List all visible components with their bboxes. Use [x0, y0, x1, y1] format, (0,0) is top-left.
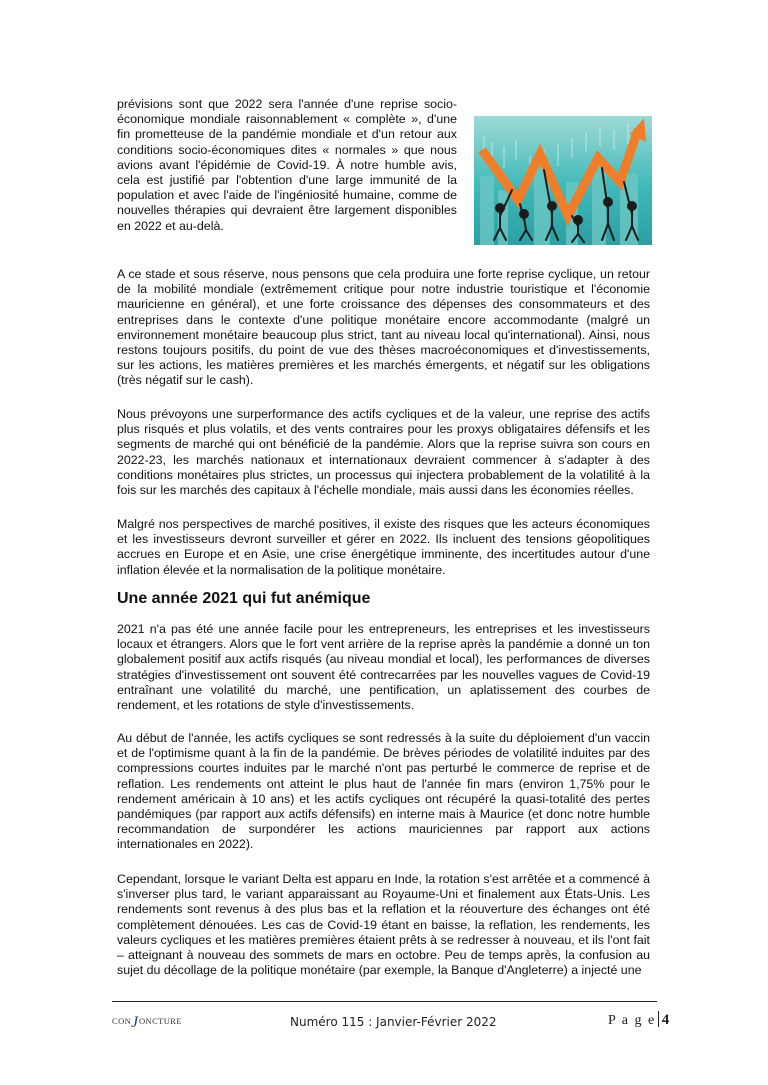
page-number-value: 4 — [661, 1012, 671, 1028]
page-number — [608, 1011, 671, 1029]
page-label: P a g e — [608, 1013, 656, 1028]
paragraph-2: Nous prévoyons une surperformance des actifs cycliques et de la valeur, une reprise des actifs plus risqués et plus volatils, et des vents contraires pour les proxys obligataires défensifs et les segments de marché qui ont bénéficié de la pandémie. Alors que la reprise suivra son cours en 2022-23, les marchés nationaux et internationaux devraient commencer à s'adapter à des conditions monétaires plus strictes, un processus qui injectera probablement de la volatilité à la fois sur les marchés des capitaux à l'échelle mondiale, mais aussi dans les économies réelles. — [117, 407, 650, 498]
paragraph-1: A ce stade et sous réserve, nous pensons que cela produira une forte reprise cyclique, un retour de la mobilité mondiale (extrêmement critique pour notre industrie touristique et l'économie mauricienne en général), et une forte croissance des dépenses des consommateurs et des entreprises dans le contexte d'une politique monétaire encore accommodante (malgré un environnement monétaire beaucoup plus strict, tant au niveau local qu'international). Ainsi, nous restons toujours positifs, du point de vue des thèses macroéconomiques et d'investissements, sur les actions, les matières premières et les marchés émergents, et négatif sur les obligations (très négatif sur le cash). — [117, 267, 650, 388]
page-separator — [658, 1011, 659, 1027]
svg-text:ONCTURE: ONCTURE — [139, 1016, 182, 1026]
section-heading: Une année 2021 qui fut anémique — [117, 590, 371, 607]
intro-paragraph: prévisions sont que 2022 sera l'année d'une reprise socio-économique mondiale raisonnablement « complète », d'une fin prometteuse de la pandémie mondiale et d'un retour aux conditions socio-économiques dites « normales » que nous avions avant l'épidémie de Covid-19. À notre humble avis, cela est justifié par l'obtention d'une large immunité de la population et avec l'aide de l'ingéniosité humaine, comme de nouvelles thérapies qui devraient être largement disponibles en 2022 et au-delà. — [117, 97, 457, 233]
svg-text:CON: CON — [112, 1016, 132, 1026]
section-paragraph-3: Cependant, lorsque le variant Delta est apparu en Inde, la rotation s'est arrêtée et a commencé à s'inverser plus tard, le variant apparaissant au Royaume-Uni et finalement aux États-Unis. Les rendements sont revenus à des plus bas et la reflation et la réouverture des échanges ont été complètement dénouées. Les cas de Covid-19 étant en baisse, la reflation, les rendements, les valeurs cycliques et les matières premières étaient prêts à se redresser à nouveau, et ils l'ont fait – atteignant à nouveau des sommets de mars en octobre. Peu de temps après, la confusion au sujet du décollage de la politique monétaire (par exemple, la Banque d'Angleterre) a injecté une — [117, 872, 650, 978]
paragraph-3: Malgré nos perspectives de marché positives, il existe des risques que les acteurs économiques et les investisseurs devront surveiller et gérer en 2022. Ils incluent des tensions géopolitiques accrues en Europe et en Asie, une crise énergétique imminente, des incertitudes autour d'une inflation élevée et la normalisation de la politique monétaire. — [117, 517, 650, 577]
svg-text:J: J — [131, 1014, 139, 1031]
recovery-illustration — [474, 116, 652, 245]
section-paragraph-1: 2021 n'a pas été une année facile pour les entrepreneurs, les entreprises et les investisseurs locaux et étrangers. Alors que le fort vent arrière de la reprise après la pandémie a donné un ton globalement positif aux actifs risqués (au niveau mondial et local), les performances de diverses stratégies d'investissement ont souvent été contrecarrées par les nouvelles vagues de Covid-19 entraînant une volatilité du marché, une pentification, un aplatissement des courbes de rendement, et les rotations de style d'investissements. — [117, 622, 650, 713]
footer-divider — [112, 1001, 657, 1002]
footer-issue: Numéro 115 : Janvier-Février 2022 — [290, 1015, 497, 1029]
section-paragraph-2: Au début de l'année, les actifs cycliques se sont redressés à la suite du déploiement d'un vaccin et de l'optimisme quant à la fin de la pandémie. De brèves périodes de volatilité induites par des compressions courtes induites par le marché n'ont pas perturbé le commerce de reprise et de reflation. Les rendements ont atteint le plus haut de l'année fin mars (environ 1,75% pour le rendement américain à 10 ans) et les actifs cycliques ont récupéré la quasi-totalité des pertes pandémiques (par rapport aux actifs défensifs) en interne mais à Maurice (et donc notre humble recommandation de surpondérer les actions mauriciennes par rapport aux actions internationales en 2022). — [117, 731, 650, 852]
conjoncture-logo — [112, 1011, 194, 1031]
